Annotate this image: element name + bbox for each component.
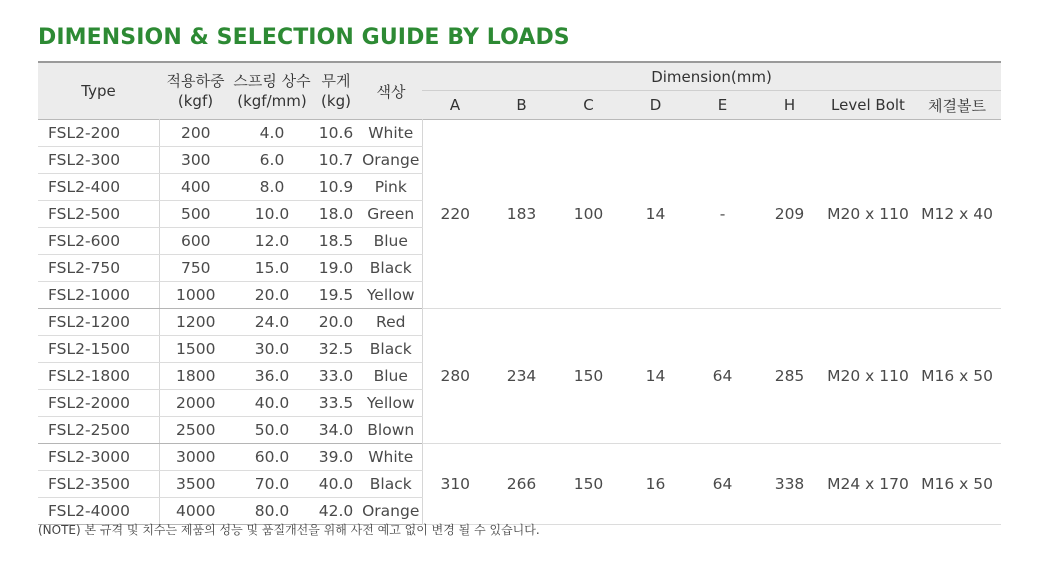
cell-dim-c: 150 <box>555 309 622 444</box>
cell-spring: 6.0 <box>232 147 312 174</box>
cell-type: FSL2-300 <box>38 147 159 174</box>
cell-type: FSL2-1200 <box>38 309 159 336</box>
cell-type: FSL2-2500 <box>38 417 159 444</box>
cell-load: 1500 <box>159 336 232 363</box>
cell-type: FSL2-4000 <box>38 498 159 525</box>
cell-dim-a: 220 <box>422 120 488 309</box>
cell-load: 1200 <box>159 309 232 336</box>
cell-color: Blue <box>360 363 422 390</box>
cell-weight: 33.0 <box>312 363 360 390</box>
cell-color: Blown <box>360 417 422 444</box>
cell-spring: 36.0 <box>232 363 312 390</box>
cell-spring: 8.0 <box>232 174 312 201</box>
cell-color: Pink <box>360 174 422 201</box>
cell-spring: 40.0 <box>232 390 312 417</box>
cell-load: 4000 <box>159 498 232 525</box>
cell-load: 400 <box>159 174 232 201</box>
cell-weight: 32.5 <box>312 336 360 363</box>
footnote: (NOTE) 본 규격 및 치수는 제품의 성능 및 품질개선을 위해 사전 예고 없이 변경 될 수 있습니다. <box>38 523 540 537</box>
cell-type: FSL2-600 <box>38 228 159 255</box>
header-spring-label: 스프링 상수 <box>233 72 311 90</box>
header-spring-unit: (kgf/mm) <box>237 92 307 110</box>
cell-load: 750 <box>159 255 232 282</box>
cell-dim-e: - <box>689 120 756 309</box>
cell-dim-h: 338 <box>756 444 823 525</box>
cell-load: 3500 <box>159 471 232 498</box>
cell-spring: 12.0 <box>232 228 312 255</box>
header-dim-0: A <box>422 91 488 120</box>
cell-color: Yellow <box>360 282 422 309</box>
cell-spring: 4.0 <box>232 120 312 147</box>
table-row <box>38 309 1001 336</box>
cell-dim-c: 100 <box>555 120 622 309</box>
header-weight-unit: (kg) <box>321 92 351 110</box>
cell-spring: 24.0 <box>232 309 312 336</box>
cell-type: FSL2-3500 <box>38 471 159 498</box>
header-spring <box>232 62 312 120</box>
cell-weight: 19.0 <box>312 255 360 282</box>
cell-load: 2000 <box>159 390 232 417</box>
cell-load: 1800 <box>159 363 232 390</box>
cell-spring: 70.0 <box>232 471 312 498</box>
header-color: 색상 <box>360 62 422 120</box>
header-dim-7: 체결볼트 <box>913 91 1001 120</box>
cell-dim-h: 285 <box>756 309 823 444</box>
page-title: DIMENSION & SELECTION GUIDE BY LOADS <box>38 25 570 50</box>
cell-weight: 10.7 <box>312 147 360 174</box>
cell-dim-c: 150 <box>555 444 622 525</box>
cell-color: Blue <box>360 228 422 255</box>
cell-spring: 20.0 <box>232 282 312 309</box>
cell-weight: 20.0 <box>312 309 360 336</box>
cell-type: FSL2-1500 <box>38 336 159 363</box>
cell-weight: 40.0 <box>312 471 360 498</box>
cell-type: FSL2-200 <box>38 120 159 147</box>
cell-load: 200 <box>159 120 232 147</box>
cell-spring: 15.0 <box>232 255 312 282</box>
cell-color: Yellow <box>360 390 422 417</box>
header-dim-4: E <box>689 91 756 120</box>
cell-dim-fastening-bolt: M16 x 50 <box>913 444 1001 525</box>
cell-spring: 50.0 <box>232 417 312 444</box>
cell-load: 2500 <box>159 417 232 444</box>
cell-dim-e: 64 <box>689 309 756 444</box>
cell-color: Orange <box>360 147 422 174</box>
cell-weight: 10.9 <box>312 174 360 201</box>
cell-color: White <box>360 444 422 471</box>
cell-dim-d: 14 <box>622 120 689 309</box>
table-row <box>38 444 1001 471</box>
cell-load: 3000 <box>159 444 232 471</box>
cell-weight: 19.5 <box>312 282 360 309</box>
cell-type: FSL2-1000 <box>38 282 159 309</box>
cell-type: FSL2-1800 <box>38 363 159 390</box>
cell-type: FSL2-400 <box>38 174 159 201</box>
header-dimension: Dimension(mm) <box>422 62 1001 91</box>
cell-weight: 42.0 <box>312 498 360 525</box>
cell-dim-b: 183 <box>488 120 555 309</box>
cell-color: Orange <box>360 498 422 525</box>
cell-weight: 34.0 <box>312 417 360 444</box>
cell-spring: 10.0 <box>232 201 312 228</box>
header-weight-label: 무게 <box>321 72 351 90</box>
cell-color: Green <box>360 201 422 228</box>
cell-dim-a: 310 <box>422 444 488 525</box>
cell-dim-level-bolt: M24 x 170 <box>823 444 913 525</box>
cell-spring: 30.0 <box>232 336 312 363</box>
cell-spring: 80.0 <box>232 498 312 525</box>
cell-color: Black <box>360 336 422 363</box>
header-load-unit: (kgf) <box>177 92 214 110</box>
cell-dim-level-bolt: M20 x 110 <box>823 120 913 309</box>
cell-type: FSL2-3000 <box>38 444 159 471</box>
cell-color: Black <box>360 471 422 498</box>
table-body <box>38 120 1001 525</box>
cell-weight: 10.6 <box>312 120 360 147</box>
cell-dim-e: 64 <box>689 444 756 525</box>
cell-dim-d: 16 <box>622 444 689 525</box>
cell-weight: 39.0 <box>312 444 360 471</box>
cell-spring: 60.0 <box>232 444 312 471</box>
cell-type: FSL2-500 <box>38 201 159 228</box>
header-dim-1: B <box>488 91 555 120</box>
table-header <box>38 62 1001 120</box>
cell-weight: 33.5 <box>312 390 360 417</box>
cell-load: 300 <box>159 147 232 174</box>
table-row <box>38 120 1001 147</box>
header-weight <box>312 62 360 120</box>
selection-guide-table <box>38 61 1001 525</box>
cell-weight: 18.0 <box>312 201 360 228</box>
cell-dim-b: 266 <box>488 444 555 525</box>
header-type: Type <box>38 62 159 120</box>
cell-dim-b: 234 <box>488 309 555 444</box>
header-dim-3: D <box>622 91 689 120</box>
cell-dim-h: 209 <box>756 120 823 309</box>
header-dim-2: C <box>555 91 622 120</box>
cell-color: White <box>360 120 422 147</box>
cell-dim-fastening-bolt: M16 x 50 <box>913 309 1001 444</box>
header-dim-5: H <box>756 91 823 120</box>
cell-weight: 18.5 <box>312 228 360 255</box>
cell-type: FSL2-750 <box>38 255 159 282</box>
cell-load: 500 <box>159 201 232 228</box>
cell-dim-d: 14 <box>622 309 689 444</box>
cell-load: 1000 <box>159 282 232 309</box>
cell-color: Black <box>360 255 422 282</box>
cell-dim-fastening-bolt: M12 x 40 <box>913 120 1001 309</box>
cell-dim-level-bolt: M20 x 110 <box>823 309 913 444</box>
cell-type: FSL2-2000 <box>38 390 159 417</box>
header-dim-6: Level Bolt <box>823 91 913 120</box>
header-load <box>159 62 232 120</box>
cell-color: Red <box>360 309 422 336</box>
header-load-label: 적용하중 <box>166 72 225 90</box>
cell-load: 600 <box>159 228 232 255</box>
cell-dim-a: 280 <box>422 309 488 444</box>
